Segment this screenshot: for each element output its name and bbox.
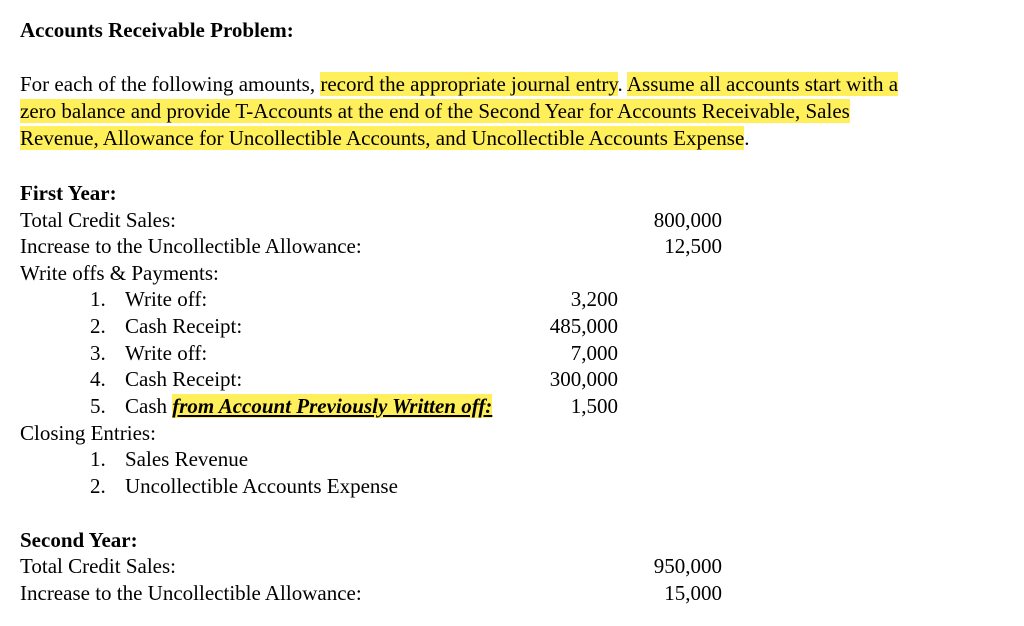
item-4-label: Cash Receipt: [125, 367, 243, 391]
first-year-heading: First Year: [20, 181, 117, 205]
closing-entries-label: Closing Entries: [20, 421, 156, 445]
closing-2-label: Uncollectible Accounts Expense [125, 474, 398, 498]
item-2-value: 485,000 [549, 314, 618, 338]
intro-line-3 [20, 125, 750, 152]
first-allowance-value: 12,500 [664, 234, 722, 258]
intro-dot: . [617, 72, 623, 96]
item-5-label [125, 393, 492, 420]
item-2-num: 2. [90, 314, 106, 338]
intro-highlight-b: Assume all accounts start with a [626, 72, 899, 96]
intro-line-2 [20, 98, 850, 125]
first-total-credit-label: Total Credit Sales: [20, 208, 177, 232]
item-3-label: Write off: [125, 341, 208, 365]
writeoffs-label: Write offs & Payments: [20, 261, 219, 285]
item-5-label-plain: Cash [125, 394, 167, 418]
item-1-label: Write off: [125, 287, 208, 311]
item-1-value: 3,200 [570, 287, 618, 311]
first-total-credit-value: 800,000 [653, 208, 722, 232]
intro-end-dot: . [744, 126, 750, 150]
second-total-credit-value: 950,000 [653, 554, 722, 578]
item-5-value: 1,500 [570, 394, 618, 418]
closing-1-num: 1. [90, 447, 106, 471]
item-3-value: 7,000 [570, 341, 618, 365]
closing-2-num: 2. [90, 474, 106, 498]
item-5-label-emphasis: from Account Previously Written off: [172, 394, 493, 418]
item-4-num: 4. [90, 367, 106, 391]
second-year-heading: Second Year: [20, 528, 138, 552]
second-allowance-value: 15,000 [664, 581, 722, 605]
item-4-value: 300,000 [549, 367, 618, 391]
item-5-num: 5. [90, 394, 106, 418]
first-allowance-label: Increase to the Uncollectible Allowance: [20, 234, 362, 258]
second-total-credit-label: Total Credit Sales: [20, 554, 177, 578]
closing-1-label: Sales Revenue [125, 447, 249, 471]
second-allowance-label: Increase to the Uncollectible Allowance: [20, 581, 362, 605]
intro-highlight-c: zero balance and provide T-Accounts at the end of the Second Year for Accounts Receivable, Sales [20, 99, 850, 123]
page-title: Accounts Receivable Problem: [20, 18, 294, 42]
intro-highlight-d: Revenue, Allowance for Uncollectible Accounts, and Uncollectible Accounts Expense [20, 126, 745, 150]
intro-highlight-a: record the appropriate journal entry [320, 72, 618, 96]
item-2-label: Cash Receipt: [125, 314, 243, 338]
intro-line-1 [20, 71, 898, 98]
item-3-num: 3. [90, 341, 106, 365]
item-1-num: 1. [90, 287, 106, 311]
intro-plain: For each of the following amounts, [20, 72, 321, 96]
